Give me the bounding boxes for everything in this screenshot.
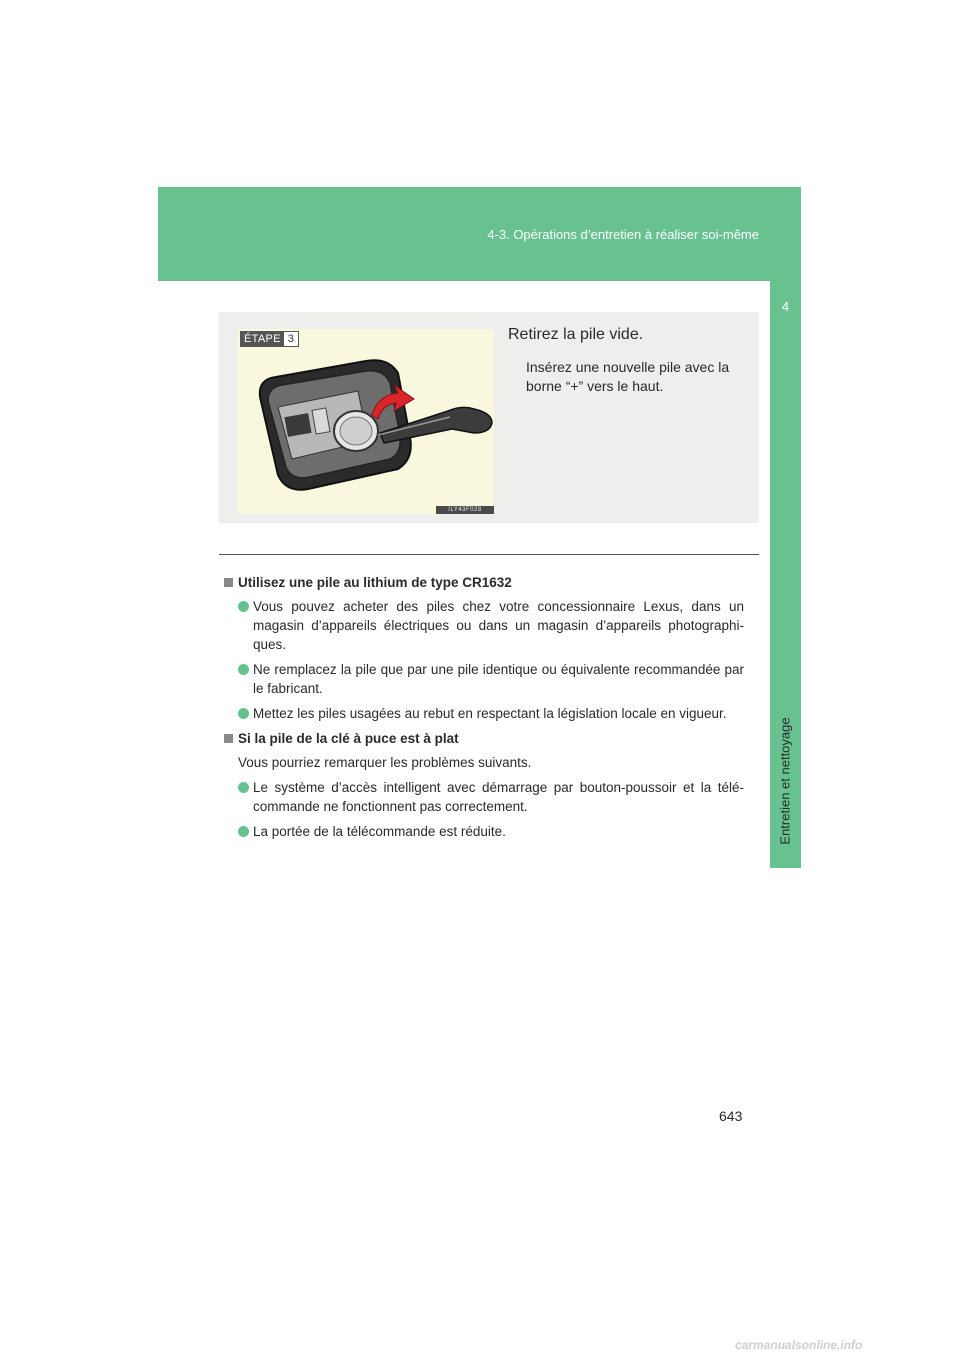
square-bullet-icon	[224, 734, 233, 743]
step-instruction: Insérez une nouvelle pile avec la borne “+” vers le haut.	[526, 359, 730, 394]
round-bullet-icon	[238, 826, 249, 837]
notes-section	[224, 573, 744, 847]
section-header-band	[158, 187, 801, 281]
chapter-side-tab	[770, 281, 801, 868]
list-item-text: Mettez les piles usagées au rebut en respectant la législation locale en vigueur.	[253, 706, 727, 721]
list-item	[224, 778, 744, 816]
chapter-number: 4	[781, 299, 790, 314]
step-heading: Retirez la pile vide.	[508, 326, 644, 343]
step-badge	[240, 331, 299, 347]
step-badge-number: 3	[287, 333, 294, 345]
note-intro: Vous pourriez remarquer les problèmes suivants.	[238, 755, 532, 770]
key-battery-illustration	[238, 329, 494, 514]
square-bullet-icon	[224, 578, 233, 587]
round-bullet-icon	[238, 664, 249, 675]
site-watermark[interactable]: carmanualsonline.info	[735, 1338, 863, 1352]
note-heading-text: Si la pile de la clé à puce est à plat	[238, 731, 459, 746]
section-title: 4-3. Opérations d’entretien à réaliser soi-même	[487, 227, 759, 242]
step-panel	[219, 312, 759, 523]
figure-code: ILY43F028	[436, 506, 494, 514]
smart-key-battery-removal-icon	[238, 329, 494, 514]
round-bullet-icon	[238, 708, 249, 719]
list-item-text: La portée de la télécommande est réduite.	[253, 824, 506, 839]
note-heading	[224, 729, 744, 748]
note-heading-text: Utilisez une pile au lithium de type CR1632	[238, 575, 512, 590]
list-item-text: Ne remplacez la pile que par une pile identique ou équivalente recommandée par le fabricant.	[253, 662, 744, 696]
list-item-text: Le système d’accès intelligent avec démarrage par bouton-poussoir et la télé-commande ne fonctionnent pas correctement.	[253, 780, 744, 814]
note-heading	[224, 573, 744, 592]
page-number: 643	[719, 1108, 743, 1124]
step-badge-word: ÉTAPE	[241, 332, 284, 346]
list-item-text: Vous pouvez acheter des piles chez votre concessionnaire Lexus, dans un magasin d’appareils électriques ou dans un magasin d’appareils photographi-ques.	[253, 599, 744, 652]
round-bullet-icon	[238, 782, 249, 793]
list-item	[224, 597, 744, 654]
chapter-label: Entretien et nettoyage	[777, 717, 793, 845]
list-item	[224, 704, 744, 723]
list-item	[224, 822, 744, 841]
section-divider	[219, 554, 759, 555]
round-bullet-icon	[238, 601, 249, 612]
list-item	[224, 660, 744, 698]
